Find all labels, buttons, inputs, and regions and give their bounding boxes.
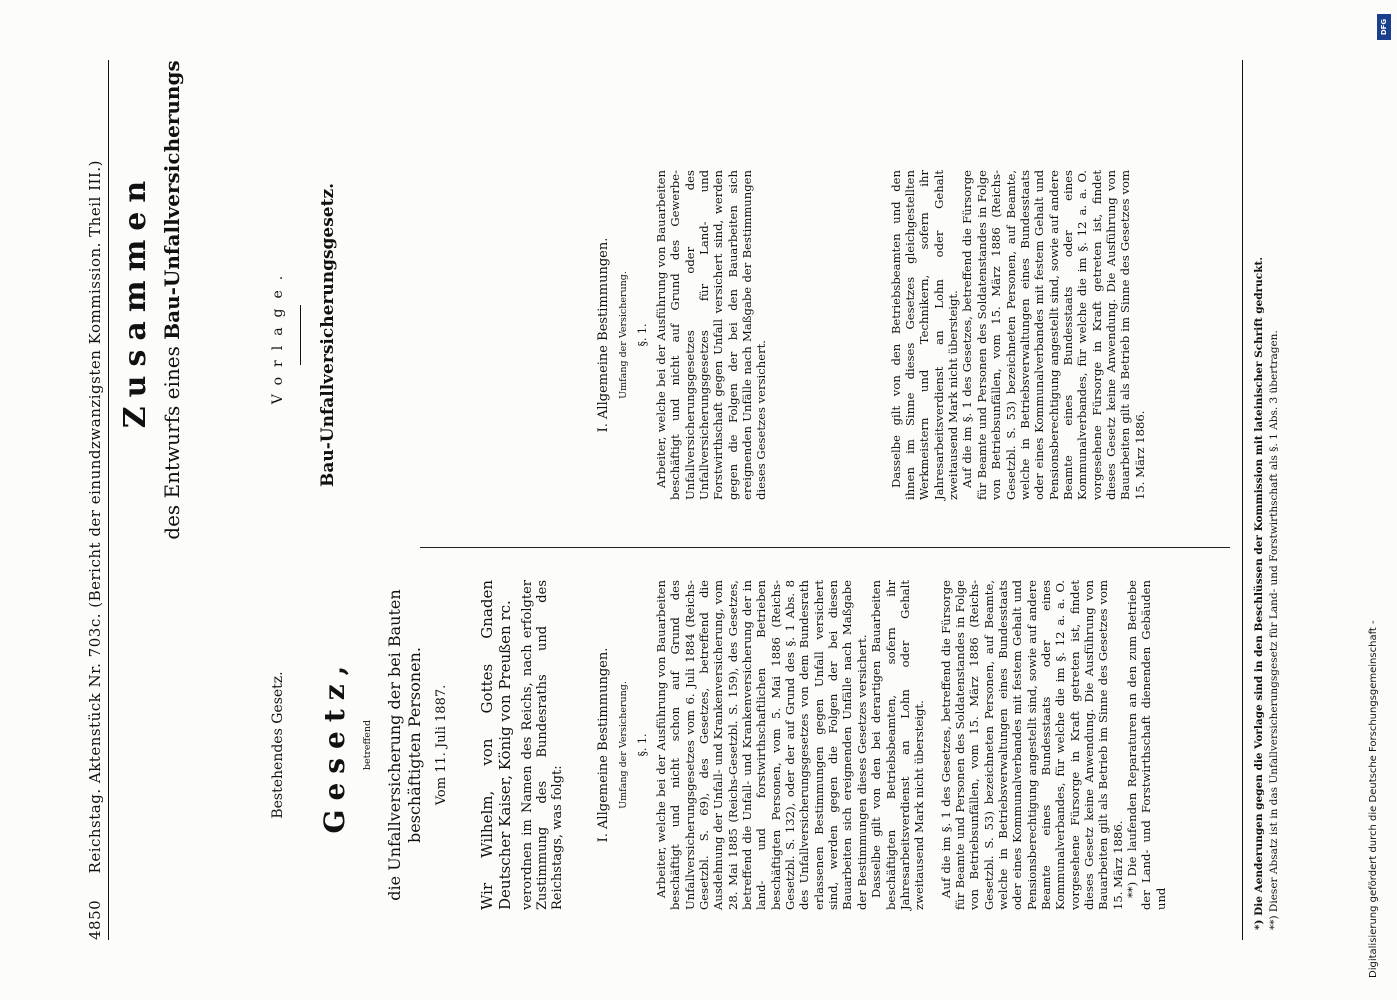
right-para-mark: §. 1. — [636, 323, 649, 347]
left-law-title: Gesetz, — [318, 656, 351, 834]
left-subheading: Umfang der Versicherung. — [618, 681, 629, 809]
dfg-logo — [1377, 14, 1391, 40]
dfg-logo-text: DFG — [1380, 18, 1388, 36]
right-para-3: Auf die im §. 1 des Gesetzes, betreffend die Fürsorge für Beamte und Personen des Soldatenstandes in Folge von Betriebsunfällen, vom 15. März 1886 (Reichs-Gesetzbl. S. 53) bezeichneten Personen, auf Beamte, welche in Betriebsverwaltungen eines Bundesstaats oder eines Kommunalverbandes mit festem Gehalt und Pensionsberechtigung angestellt sind, sowie auf andere Beamte eines Bundesstaats oder eines Kommunalverbandes, für welche die im §. 12 a. a. O. vorgesehene Fürsorge in Kraft getreten ist, findet dieses Gesetz keine Anwendung. Die Ausführung von Bauarbeiten gilt als Betrieb im Sinne des Gesetzes vom 15. März 1886. — [960, 170, 1147, 500]
left-para-4-text: Die laufenden Reparaturen an den zum Betriebe der Land- und Forstwirthschaft dienenden Gebäuden und — [1125, 580, 1168, 910]
left-text — [654, 580, 1168, 910]
footnotes — [1252, 70, 1282, 930]
digitization-credit — [1362, 12, 1392, 987]
running-title: Reichstag. Aktenstück Nr. 703c. (Bericht der einundzwanzigsten Kommission. Theil III.) — [86, 160, 104, 874]
left-label: Bestehendes Gesetz. — [270, 671, 286, 819]
left-enacting-body: verordnen im Namen des Reichs, nach erfolgter Zustimmung des Bundesraths und des Reichstags, was folgt: — [520, 580, 565, 910]
head-rule — [108, 60, 109, 940]
left-date: Vom 11. Juli 1887. — [434, 684, 449, 806]
right-label-rule — [300, 305, 301, 365]
left-para-2: Dasselbe gilt von den bei derartigen Bauarbeiten beschäftigten Betriebsbeamten, sofern ihr Jahresarbeitsverdienst an Lohn oder Gehalt zweitausend Mark nicht übersteigt. — [869, 580, 927, 910]
right-subheading: Umfang der Versicherung. — [618, 271, 629, 399]
right-section-heading: I. Allgemeine Bestimmungen. — [596, 237, 611, 433]
credit-text: Digitalisierung gefördert durch die Deutsche Forschungsgemeinschaft - — [1368, 620, 1379, 978]
left-subject: die Unfallversicherung der bei Bauten beschäftigten Personen. — [385, 589, 424, 901]
main-title: Zusammen — [118, 171, 153, 429]
footnote-2: **) Dieser Absatz ist in das Unfallversicherungsgesetz für Land- und Forstwirthschaft als §. 1 Abs. 3 übertragen. — [1268, 330, 1280, 930]
left-para-1: Arbeiter, welche bei der Ausführung von Bauarbeiten beschäftigt und nicht schon auf Grund des Unfallversicherungsgesetzes vom 6. Juli 1884 (Reichs-Gesetzbl. S. 69), des Gesetzes, betreffend die Ausdehnung der Unfall- und Krankenversicherung, vom 28. Mai 1885 (Reichs-Gesetzbl. S. 159), des Gesetzes, betreffend die Unfall- und Krankenversicherung der in land- und forstwirthschaftlichen Betrieben beschäftigten Personen, vom 5. Mai 1886 (Reichs-Gesetzbl. S. 132), oder der auf Grund des §. 1 Abs. 8 des Unfallversicherungsgesetzes von dem Bundesrath erlassenen Bestimmungen gegen Unfall versichert sind, werden gegen die Folgen der bei diesen Bauarbeiten sich ereignenden Unfälle nach Maßgabe der Bestimmungen dieses Gesetzes versichert. — [654, 580, 869, 910]
page-number: 4850 — [86, 899, 104, 940]
right-para-2: Dasselbe gilt von den Betriebsbeamten und den ihnen im Sinne dieses Gesetzes gleichgestellten Werkmeistern und Technikern, sofern ihr Jahresarbeitsverdienst an Lohn oder Gehalt zweitausend Mark nicht übersteigt. — [888, 170, 961, 500]
left-concerning: betreffend — [362, 719, 373, 771]
column-divider — [420, 547, 1230, 548]
footnote-rule — [1242, 60, 1243, 940]
main-subtitle — [160, 20, 184, 580]
subtitle-prefix: des Entwurfs eines — [160, 346, 184, 540]
right-para-1: Arbeiter, welche bei der Ausführung von Bauarbeiten beschäftigt und nicht auf Grund des Gewerbe-Unfallversicherungsgesetzes oder des Unfallversicherungsgesetzes für Land- und Forstwirthschaft gegen Unfall versichert sind, werden gegen die Folgen der bei den Bauarbeiten sich ereignenden Unfälle nach Maßgabe der Bestimmungen dieses Gesetzes versichert. — [654, 170, 769, 500]
left-para-4-mark: **) — [1125, 881, 1139, 898]
subtitle-bold: Bau-Unfallversicherungs — [160, 60, 184, 340]
left-para-mark: §. 1. — [636, 733, 649, 757]
right-text — [654, 170, 1147, 500]
footnote-1: *) Die Aenderungen gegen die Vorlage sind in den Beschlüssen der Kommission mit lateinischer Schrift gedruckt. — [1253, 257, 1265, 930]
running-head — [86, 40, 104, 940]
left-enacting-intro: Wir Wilhelm, von Gottes Gnaden Deutscher Kaiser, König von Preußen rc. — [478, 580, 514, 910]
left-para-4 — [1125, 580, 1168, 910]
left-section-heading: I. Allgemeine Bestimmungen. — [596, 647, 611, 843]
left-para-3: Auf die im §. 1 des Gesetzes, betreffend die Fürsorge für Beamte und Personen des Soldatenstandes in Folge von Betriebsunfällen, vom 15. März 1886 (Reichs-Gesetzbl. S. 53) bezeichneten Personen, auf Beamte, welche in Betriebsverwaltungen eines Bundesstaats oder eines Kommunalverbandes mit festem Gehalt und Pensionsberechtigung angestellt sind, sowie auf andere Beamte eines Bundesstaats oder eines Kommunalverbandes, für welche die im §. 12 a. a. O. vorgesehene Fürsorge in Kraft getreten ist, findet dieses Gesetz keine Anwendung. Die Ausführung von Bauarbeiten gilt als Betrieb im Sinne des Gesetzes vom 15. März 1886. — [938, 580, 1125, 910]
right-law-title: Bau-Unfallversicherungsgesetz. — [318, 182, 338, 488]
right-label: Vorlage. — [270, 265, 286, 405]
